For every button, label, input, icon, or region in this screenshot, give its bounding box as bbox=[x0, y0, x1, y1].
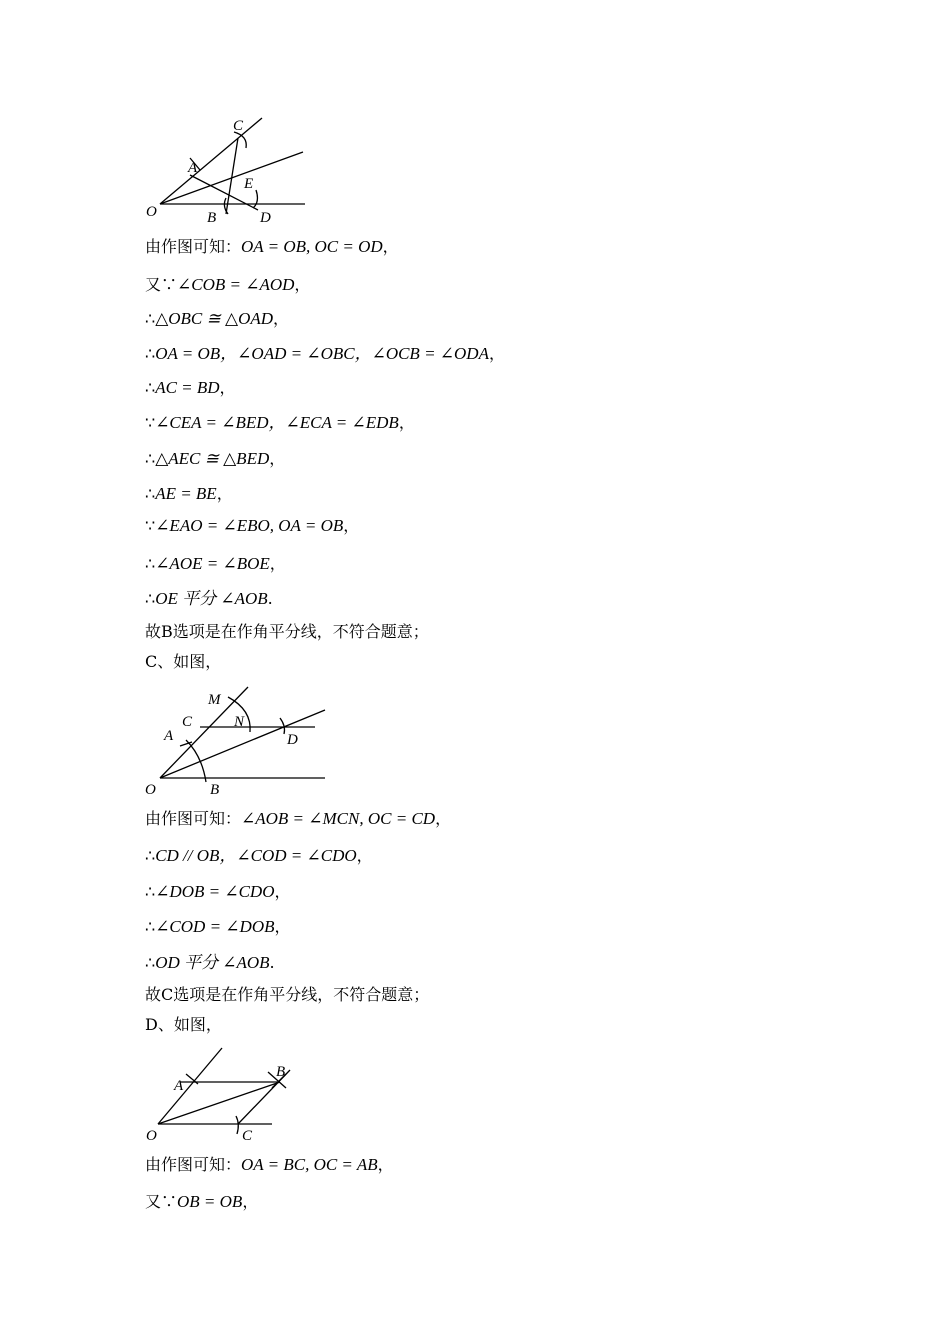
figure-c-label-m: M bbox=[208, 692, 221, 708]
figure-c-label-b: B bbox=[210, 782, 220, 798]
text-line-7: ∴AE = BE， bbox=[145, 484, 233, 503]
figure-d-label-a: A bbox=[174, 1078, 184, 1094]
figure-c-label-c: C bbox=[182, 714, 193, 730]
figure-c-label-n: N bbox=[234, 714, 245, 730]
text-line-18: 故C选项是在作角平分线，不符合题意； bbox=[145, 985, 430, 1004]
text-line-2: ∴△OBC ≅ △OAD， bbox=[145, 309, 290, 328]
figure-d-label-o: O bbox=[146, 1128, 157, 1144]
figure-b-label-d: D bbox=[260, 210, 271, 226]
text-line-20: 由作图可知：OA = BC, OC = AB， bbox=[145, 1155, 394, 1174]
figure-d-label-b: B bbox=[276, 1064, 286, 1080]
text-line-5: ∵∠CEA = ∠BED，∠ECA = ∠EDB， bbox=[145, 413, 415, 432]
figure-b-label-b: B bbox=[207, 210, 217, 226]
text-line-17: ∴OD 平分 ∠AOB. bbox=[145, 953, 275, 972]
text-line-0: 由作图可知：OA = OB, OC = OD， bbox=[145, 237, 399, 256]
text-line-10: ∴OE 平分 ∠AOB. bbox=[145, 589, 273, 608]
figure-c-label-o: O bbox=[145, 782, 156, 798]
text-line-15: ∴∠DOB = ∠CDO， bbox=[145, 882, 291, 901]
text-line-13: 由作图可知：∠AOB = ∠MCN, OC = CD， bbox=[145, 809, 452, 828]
text-line-14: ∴CD // OB，∠COD = ∠CDO， bbox=[145, 846, 373, 865]
figure-b bbox=[140, 110, 340, 230]
figure-c-label-d: D bbox=[287, 732, 298, 748]
text-line-8: ∵∠EAO = ∠EBO, OA = OB， bbox=[145, 516, 360, 535]
text-line-21: 又∵OB = OB， bbox=[145, 1192, 259, 1211]
text-line-9: ∴∠AOE = ∠BOE， bbox=[145, 554, 286, 573]
figure-b-label-a: A bbox=[188, 160, 198, 176]
text-line-1: 又∵∠COB = ∠AOD， bbox=[145, 275, 311, 294]
text-line-6: ∴△AEC ≅ △BED， bbox=[145, 449, 286, 468]
figure-b-label-e: E bbox=[244, 176, 254, 192]
figure-d-label-c: C bbox=[242, 1128, 253, 1144]
text-line-16: ∴∠COD = ∠DOB， bbox=[145, 917, 291, 936]
figure-b-label-o: O bbox=[146, 204, 157, 220]
text-line-11: 故B选项是在作角平分线，不符合题意； bbox=[145, 622, 429, 641]
figure-c bbox=[140, 682, 340, 802]
figure-d bbox=[140, 1044, 310, 1144]
figure-c-label-a: A bbox=[164, 728, 174, 744]
text-line-12: C、如图， bbox=[145, 652, 222, 671]
text-line-4: ∴AC = BD， bbox=[145, 378, 236, 397]
figure-b-label-c: C bbox=[233, 118, 244, 134]
text-line-3: ∴OA = OB，∠OAD = ∠OBC，∠OCB = ∠ODA， bbox=[145, 344, 505, 363]
text-line-19: D、如图， bbox=[145, 1015, 222, 1034]
